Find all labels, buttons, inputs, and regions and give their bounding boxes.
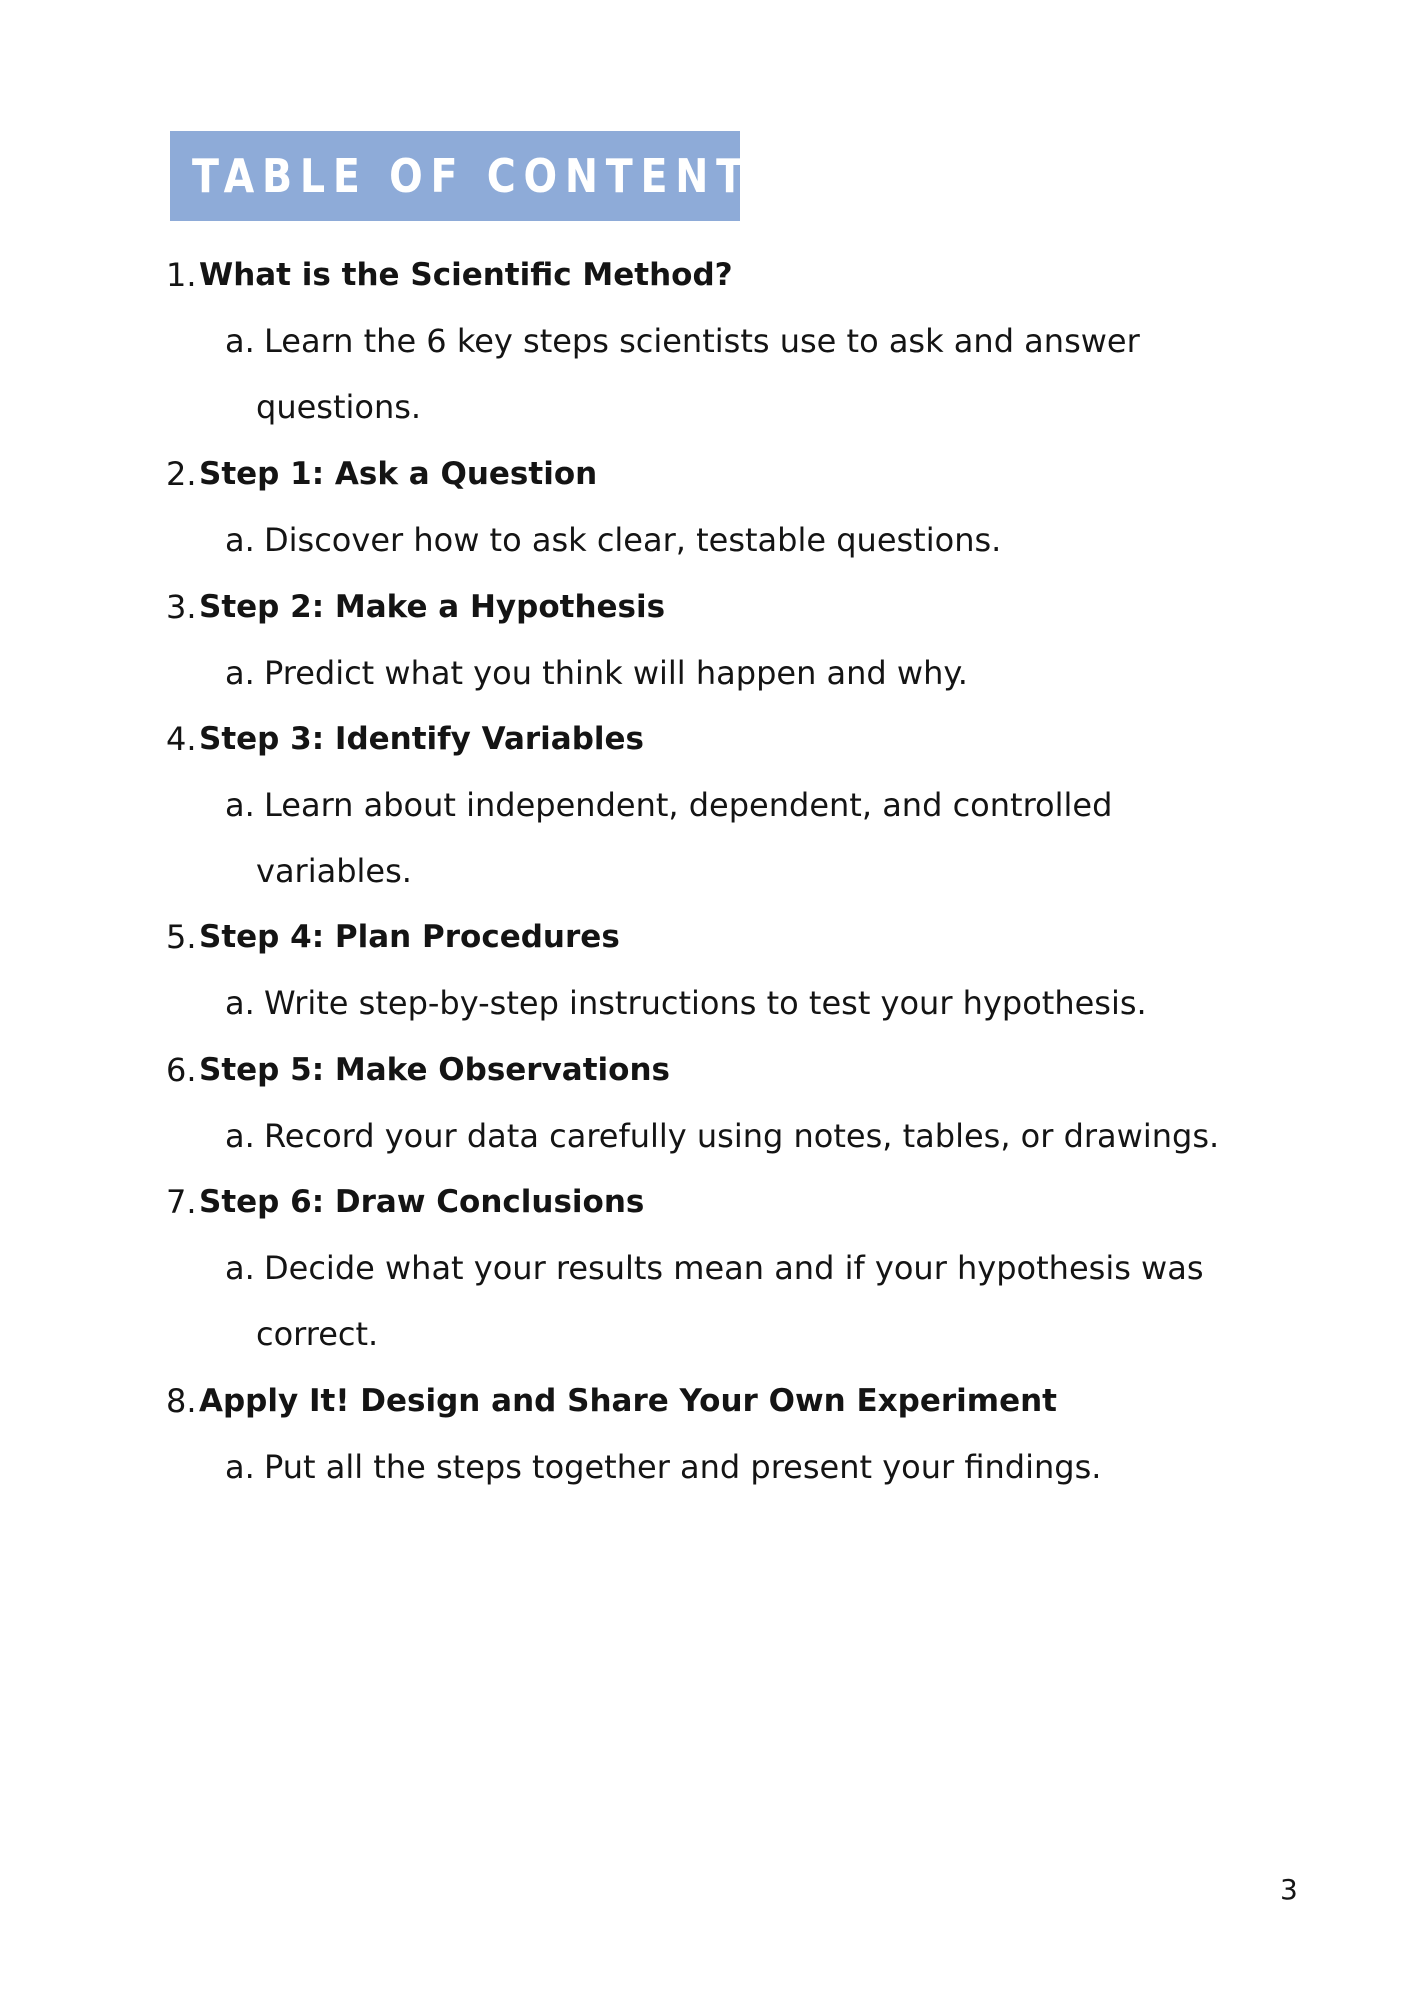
toc-entry-number: 1. xyxy=(166,256,197,294)
toc-subentry-letter: a. xyxy=(225,1249,255,1287)
toc-subentry-text: Learn the 6 key steps scientists use to ask and answer xyxy=(264,322,1140,360)
toc-subentry-text: Predict what you think will happen and why. xyxy=(264,654,968,692)
toc-heading: TABLE OF CONTENTS: xyxy=(192,149,811,203)
toc-entry-title: What is the Scientific Method? xyxy=(199,257,733,293)
toc-entry-title: Step 5: Make Observations xyxy=(199,1052,670,1088)
toc-entry-number: 6. xyxy=(166,1051,197,1089)
toc-subentry-letter: a. xyxy=(225,322,255,360)
toc-entry-number: 5. xyxy=(166,918,197,956)
toc-subentry-letter: a. xyxy=(225,1448,255,1486)
toc-entry-number: 4. xyxy=(166,720,197,758)
toc-subentry-text: Decide what your results mean and if your hypothesis was xyxy=(264,1249,1204,1287)
toc-entry-title: Step 1: Ask a Question xyxy=(199,456,598,492)
toc-subentry-letter: a. xyxy=(225,654,255,692)
toc-subentry-text-continued: variables. xyxy=(256,852,412,890)
toc-subentry-text: Write step-by-step instructions to test your hypothesis. xyxy=(264,984,1147,1022)
toc-subentry-letter: a. xyxy=(225,1117,255,1155)
toc-entry-number: 7. xyxy=(166,1183,197,1221)
toc-subentry-text-continued: questions. xyxy=(256,388,422,426)
page-number: 3 xyxy=(1280,1873,1298,1906)
toc-entry-title: Step 4: Plan Procedures xyxy=(199,919,620,955)
toc-subentry-text: Put all the steps together and present your findings. xyxy=(264,1448,1102,1486)
toc-subentry-letter: a. xyxy=(225,984,255,1022)
toc-entry-title: Apply It! Design and Share Your Own Experiment xyxy=(199,1383,1057,1419)
toc-subentry-letter: a. xyxy=(225,786,255,824)
toc-subentry-text: Discover how to ask clear, testable questions. xyxy=(264,521,1002,559)
toc-subentry-letter: a. xyxy=(225,521,255,559)
toc-subentry-text-continued: correct. xyxy=(256,1315,379,1353)
toc-entry-title: Step 6: Draw Conclusions xyxy=(199,1184,645,1220)
toc-subentry-text: Learn about independent, dependent, and controlled xyxy=(264,786,1113,824)
toc-entry-number: 8. xyxy=(166,1382,197,1420)
toc-entry-title: Step 2: Make a Hypothesis xyxy=(199,589,666,625)
toc-entry-number: 3. xyxy=(166,588,197,626)
toc-entry-number: 2. xyxy=(166,455,197,493)
toc-subentry-text: Record your data carefully using notes, tables, or drawings. xyxy=(264,1117,1220,1155)
toc-entry-title: Step 3: Identify Variables xyxy=(199,721,645,757)
